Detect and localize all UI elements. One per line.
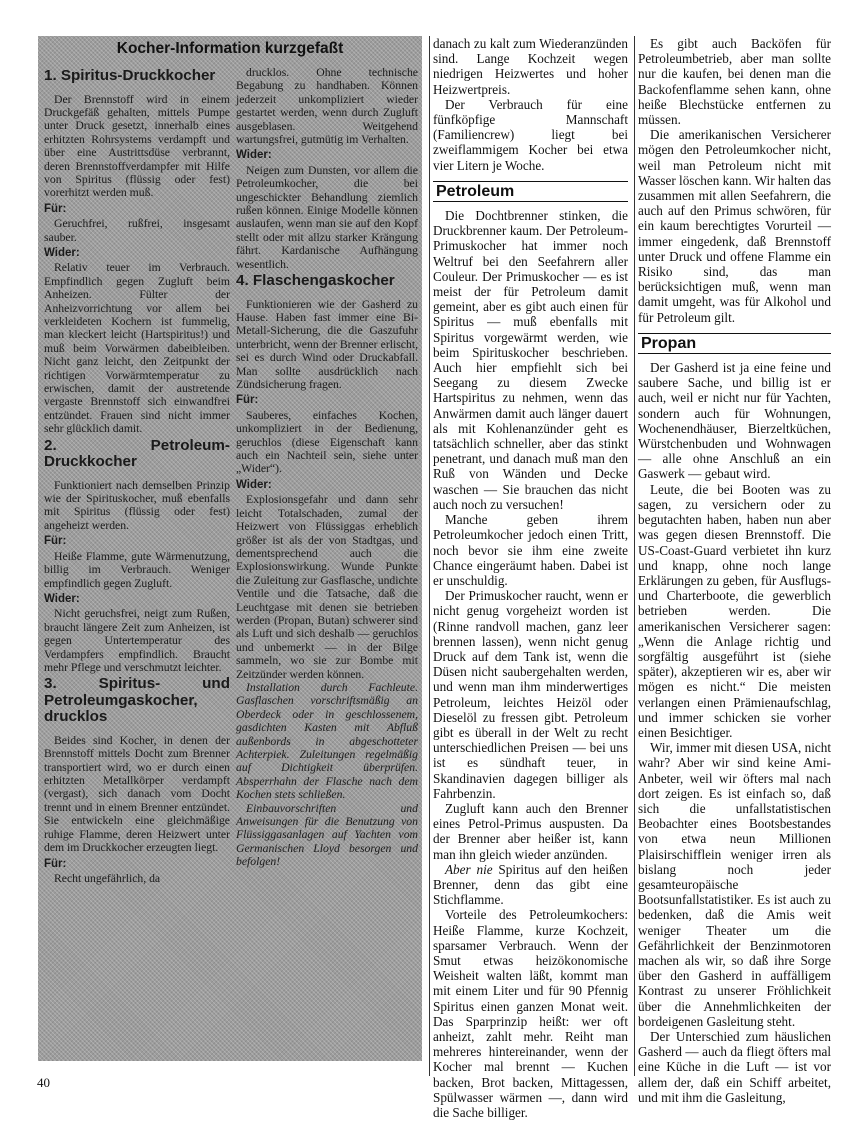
paragraph: Funktionieren wie der Gasherd zu Hause. Haben fast immer eine Bi-Metall-Sicherung, die die Gaszufuhr unterbricht, wenn der Brenner erlischt, sei es durch Wind oder Druckabfall. Man sollte ausdrücklich nach Zündsicherung fragen. [236,297,418,392]
pro-con-label: Wider: [236,149,272,162]
paragraph: Die Dochtbrenner stinken, die Druckbrenner kaum. Der Petroleum-Primuskocher hat immer noch Weltruf bei den Seefahrern aller Couleur. Der Primuskocher — es ist meist der für Petroleum damit gemeint, aber es gibt auch einen für Spiritus — muß ebenfalls mit Spiritus vorgewärmt werden, wie beim Spirituskocher beschrieben. Auch hier empfiehlt sich bei Seegang zu diesem Zwecke Hartspiritus zu nehmen, wenn das Anwärmen damit auch länger dauert als mit Kohlenanzünder geht es tatsächlich schneller, aber das stinkt penetrant, und danach muß man den Ruß von Wänden und Decke waschen — Sie brauchen das nicht auch noch zu versuchen! [433,208,628,512]
section-heading: 1. Spiritus-Druckkocher [44,67,216,84]
paragraph: Explosionsgefahr und dann sehr leicht Totalschaden, zumal der Heizwert von Flüssiggas erheblich größer ist als der von Stadtgas, und dementsprechend auch die Explosionswirkung. Wunde Punkte die Zuleitung zur Gasflasche, undichte Ventile und die Tatsache, daß die Leuchtgase mit denen sie betrieben werden (Propan, Butan) schwerer sind als Luft und sich deshalb — geruchlos und unbemerkt — in der Bilge sammeln, wo sie zur Bombe mit Zeitzünder werden können. [236,493,418,681]
article-column-3 [638,36,831,1105]
paragraph: Der Verbrauch für eine fünfköpfige Mannschaft (Familiencrew) liegt bei zweiflammigem Kocher bei etwa vier Litern je Woche. [433,96,628,173]
article-column-2 [433,36,628,1120]
paragraph: Recht ungefährlich, da [54,871,161,885]
paragraph: Der Primuskocher raucht, wenn er nicht genug vorgeheizt worden ist (Rinne randvoll machen, ganz leer brennen lassen), wenn nicht genug Druck auf dem Tank ist, wenn die Düsen nicht saubergehalten werden, und wenn man ihm minderwertiges Petroleum, leichtes Heizöl oder Dieselöl zu fressen gibt. Petroleum gibt es überall in der Welt zu recht unterschiedlichen Preisen — bei uns ist es sündhaft teuer, in Skandinavien dagegen billiger als Fahrbenzin. [433,588,628,801]
paragraph-text: Spiritus auf den heißen Brenner, denn das gibt eine Stichflamme. [433,861,628,908]
pro-con-label: Wider: [44,592,80,605]
italic-note: Installation durch Fachleute. Gasflaschen vorschriftsmäßig an Oberdeck oder in geschlossenem, gasdichten Kasten mit Abfluß außenbords in abgeschotteter Achterpiek. Zuleitungen regelmäßig auf Dichtigkeit überprüfen. Absperrhahn der Flasche nach dem Kochen stets schließen. [236,680,418,802]
paragraph: Beides sind Kocher, in denen der Brennstoff mittels Docht zum Brenner transportiert wird, wo er durch einen erhitzten Metallkörper verdampft (vergast), sich danach vom Docht trennt und in einem Brenner entzündet. Sie entwickeln eine gleichmäßige ruhige Flamme, deren Heizwert unter dem im Druckkocher erzeugten liegt. [44,733,230,855]
paragraph: Heiße Flamme, gute Wärmenutzung, billig im Verbrauch. Weniger empfindlich gegen Zugluft. [44,549,230,590]
section-heading: 4. Flaschengaskocher [236,272,395,290]
paragraph: danach zu kalt zum Wiederanzünden sind. Lange Kochzeit wegen niedrigen Heizwertes und hoher Heizwertpreis. [433,36,628,97]
paragraph: Manche geben ihrem Petroleumkocher jedoch einen Tritt, noch bevor sie ihm eine zweite Chance eingeräumt haben. Dabei ist er unschuldig. [433,512,628,588]
pro-con-label: Für: [44,202,67,215]
italic-note: Einbauvorschriften und Anweisungen für die Benutzung von Flüssiggasanlagen auf Yachten vom Germanischen Lloyd besorgen und befolgen! [236,801,418,869]
paragraph: Nicht geruchsfrei, neigt zum Rußen, braucht längere Zeit zum Anheizen, ist gegen Untertemperatur des Verdampfers empfindlich. Braucht mehr Pflege und verschmutzt leichter. [44,607,230,674]
section-heading: Petroleum [433,181,628,202]
pro-con-label: Für: [44,857,67,870]
paragraph: Leute, die bei Booten was zu sagen, zu versichern oder zu begutachten haben, haben nun aber was gegen diesen Brennstoff. Die US-Coast-Guard verbietet ihn kurz und knapp, ohne noch lange Erklärungen zu geben, für Ausflugs- und Charterboote, die gewerblich betrieben werden. Die amerikanischen Versicherer sagen: „Wenn die Anlage richtig und sorgfältig ausgeführt ist (siehe später), akzeptieren wir es, aber wir mögen es nicht.“ Die meisten verlangen einen Prämienaufschlag, und immer schicken sie vorher einen Besichtiger. [638,481,831,740]
column-divider [634,36,635,1076]
paragraph: Sauberes, einfaches Kochen, unkompliziert in der Bedienung, geruchlos (diese Eigenschaft kann auch ein Nachteil sein, siehe unter „Wider“). [236,408,418,476]
paragraph: Der Gasherd ist ja eine feine und saubere Sache, und billig ist er auch, weil er nicht nur für Yachten, sondern auch für Wohnungen, Wochenendhäuser, Bierzeltküchen, Würstchenbuden und Wohnwagen — alle ohne Anschluß an ein Gaswerk — gebaut wird. [638,360,831,482]
paragraph: Es gibt auch Backöfen für Petroleumbetrieb, aber man sollte nur die kaufen, bei denen man die Backofenflamme sehen kann, ohne heiße Blechstücke entfernen zu müssen. [638,36,831,128]
pro-con-label: Wider: [236,478,272,491]
section-heading: 3. Spiritus- und Petroleumgaskocher, drucklos [44,675,230,726]
paragraph: Relativ teuer im Verbrauch. Empfindlich gegen Zugluft beim Anheizen. Fülter der Anheizvorrichtung vor allem bei verkleideten Kochern ist fummelig, man kleckert leicht (Hartspiritus!) und muß beim Vorwärmen dabeibleiben. Nicht ganz leicht, den Zeitpunkt der richtigen Vorwärmtemperatur zu erwischen, damit der austretende vergaste Brennstoff sich einwandfrei entzündet. Frauen sind nicht immer sehr glücklich damit. [44,261,230,436]
paragraph: Funktioniert nach demselben Prinzip wie der Spirituskocher, muß ebenfalls mit Spiritus (flüssig oder fest) angeheizt werden. [44,478,230,532]
section-heading: 2. Petroleum-Druckkocher [44,436,230,471]
pro-con-label: Für: [236,394,259,407]
paragraph: Wir, immer mit diesen USA, nicht wahr? Aber wir sind keine Ami-Anbeter, weil wir öfters mal nach dort zeigen. Es ist einfach so, daß sich die unfallstatistischen Beobachter eines Bootsbestandes von etwa neun Millionen Plaisirschifflein weniger irren als bislang noch jeder gesamteuropäische Bootsunfallstatistiker. Es ist auch zu bedenken, daß die Amis weit weniger Theater um die Gefährlichkeit der Benzinmotoren machen als wir, so daß ihre Sorge über den Gasherd in auffälligem Kontrast zu unserer Fröhlichkeit über die Annehmlichkeiten der bordeigenen Gasleitung steht. [638,740,831,1029]
info-box [38,36,422,1061]
info-box-title: Kocher-Information kurzgefaßt [116,40,344,57]
paragraph [433,862,628,908]
info-box-left-column [44,66,230,885]
paragraph: Die amerikanischen Versicherer mögen den Petroleumkocher nicht, weil man Petroleum nicht mit Wasser löschen kann. Wir halten das zusammen mit allen Seefahrern, die auch auf den Primus schwören, für ein kaum berechtigtes Vorurteil — immer eingedenk, daß Brennstoff unter Druck und offene Flamme ein Risiko sind, das man berücksichtigen muß, wenn man damit umgeht, was für Alkohol und für Petroleum gilt. [638,127,831,325]
paragraph: drucklos. Ohne technische Begabung zu handhaben. Können jederzeit unkompliziert wieder gestartet werden, wenn durch Zugluft ausgeblasen. Weitgehend wartungsfrei, gutmütig im Verhalten. [236,66,418,147]
paragraph: Vorteile des Petroleumkochers: Heiße Flamme, kurze Kochzeit, sparsamer Verbrauch. Wenn der Smut etwas heizökonomische Weisheit walten läßt, kommt man mit einem Liter und für 90 Pfennig Spiritus einen ganzen Monat weit. Das Sparprinzip heißt: wer oft anheizt, zahlt mehr. Reiht man mehreres hintereinander, wenn der Kocher mal brennt — Kuchen backen, Brot backen, Mittagessen, Spülwasser wärmen —, dann wird die Sache billiger. [433,907,628,1121]
paragraph: Geruchfrei, rußfrei, insgesamt sauber. [44,217,230,244]
pro-con-label: Wider: [44,246,80,259]
emphasis: Aber nie [445,861,493,877]
pro-con-label: Für: [44,535,67,548]
paragraph: Der Unterschied zum häuslichen Gasherd — auch da fliegt öfters mal eine Küche in die Luft — ist vor allem der, daß ein Schiff arbeitet, und mit ihm die Gasleitung, [638,1029,831,1105]
paragraph: Zugluft kann auch den Brenner eines Petrol-Primus auspusten. Da der Brenner aber heißer ist, kann man ihn gleich wieder anzünden. [433,800,628,862]
info-box-right-column [236,66,418,869]
column-divider [429,36,430,1076]
paragraph: Neigen zum Dunsten, vor allem die Petroleumkocher, die bei ungeschickter Behandlung ziemlich rußen können. Einige Modelle können auslaufen, wenn man sie auf den Kopf stellt oder mit allzu starker Krängung fährt. Kardanische Aufhängung wesentlich. [236,163,418,271]
paragraph: Der Brennstoff wird in einem Druckgefäß gehalten, mittels Pumpe unter Druck gesetzt, innerhalb eines erhitzten Rohrsystems verdampft und über eine Austrittsdüse verbrannt, deren Brennstoffverdampfer mit Hilfe von Spiritus (flüssig oder fest) vorerhitzt werden muß. [44,92,230,200]
page-number: 40 [37,1075,50,1090]
section-heading: Propan [638,333,831,354]
